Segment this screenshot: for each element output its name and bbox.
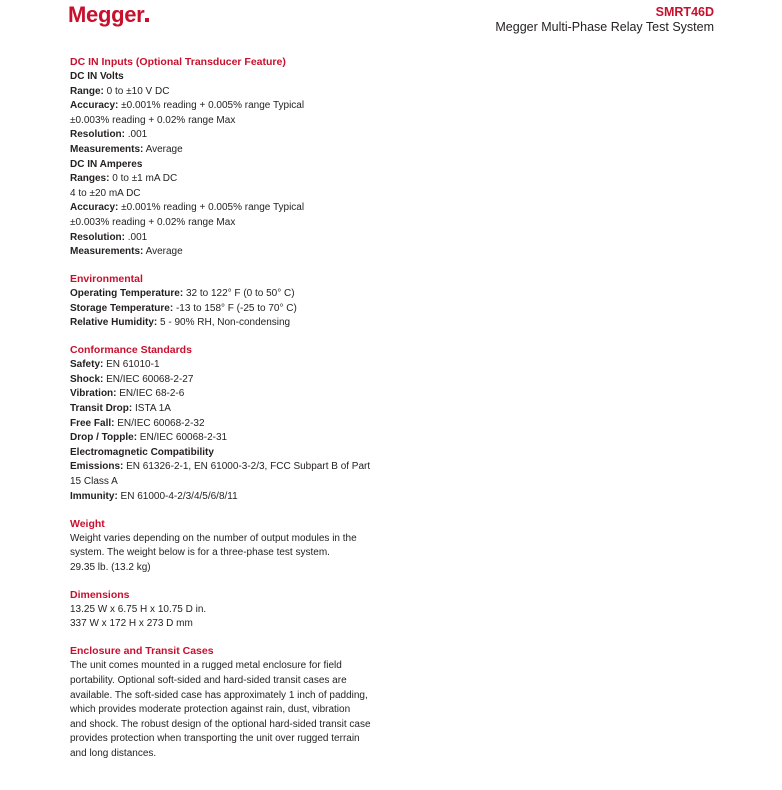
body-line: 13.25 W x 6.75 H x 10.75 D in. [70, 603, 207, 615]
megger-logo [68, 2, 149, 28]
body-line: and long distances. [70, 747, 157, 759]
logo-dot [145, 18, 149, 22]
spec-row: Operating Temperature: 32 to 122° F (0 to 50° C) [70, 288, 295, 300]
spec-row: Drop / Topple: EN/IEC 60068-2-31 [70, 432, 228, 444]
conformance-section [70, 343, 390, 504]
spec-row: Free Fall: EN/IEC 60068-2-32 [70, 417, 205, 429]
spec-row: Measurements: Average [70, 246, 183, 258]
spec-row: Vibration: EN/IEC 68-2-6 [70, 388, 185, 400]
section-title: Weight [70, 517, 105, 530]
body-line: provides protection when transporting the unit over rugged terrain [70, 733, 360, 745]
body-line: 29.35 lb. (13.2 kg) [70, 561, 151, 573]
spec-content [70, 55, 390, 774]
enclosure-section [70, 644, 390, 761]
weight-section [70, 517, 390, 576]
body-line: The unit comes mounted in a rugged metal enclosure for field [70, 660, 342, 672]
spec-row: ±0.003% reading + 0.02% range Max [70, 114, 236, 126]
body-line: portability. Optional soft-sided and hard-sided transit cases are [70, 674, 347, 686]
section-title: Conformance Standards [70, 344, 192, 357]
dimensions-section [70, 588, 390, 632]
sub-heading: DC IN Volts [70, 71, 124, 82]
spec-row: Transit Drop: ISTA 1A [70, 403, 171, 415]
spec-row: Accuracy: ±0.001% reading + 0.005% range Typical [70, 100, 305, 112]
body-line: Weight varies depending on the number of output modules in the [70, 532, 357, 544]
dc-in-section [70, 55, 390, 260]
body-line: 337 W x 172 H x 273 D mm [70, 618, 193, 630]
spec-row: Range: 0 to ±10 V DC [70, 85, 170, 97]
spec-row: 4 to ±20 mA DC [70, 187, 141, 199]
spec-row: Resolution: .001 [70, 129, 148, 141]
section-title: Environmental [70, 273, 143, 286]
spec-row: Safety: EN 61010-1 [70, 359, 160, 371]
spec-row: Accuracy: ±0.001% reading + 0.005% range Typical [70, 202, 305, 214]
spec-row: Storage Temperature: -13 to 158° F (-25 to 70° C) [70, 302, 297, 314]
spec-row: ±0.003% reading + 0.02% range Max [70, 216, 236, 228]
spec-row: Immunity: EN 61000-4-2/3/4/5/6/8/11 [70, 490, 238, 502]
spec-row: 15 Class A [70, 476, 118, 488]
body-line: which provides moderate protection against rain, dust, vibration [70, 704, 351, 716]
spec-row: Measurements: Average [70, 143, 183, 155]
section-title: DC IN Inputs (Optional Transducer Feature) [70, 56, 286, 68]
spec-row: Ranges: 0 to ±1 mA DC [70, 173, 178, 185]
body-line: system. The weight below is for a three-phase test system. [70, 547, 330, 559]
product-code: SMRT46D [655, 5, 714, 19]
body-line: and shock. The robust design of the optional hard-sided transit case [70, 718, 371, 730]
sub-heading: DC IN Amperes [70, 158, 143, 170]
document-title: Megger Multi-Phase Relay Test System [495, 20, 714, 34]
spec-row: Resolution: .001 [70, 231, 148, 243]
body-line: available. The soft-sided case has approximately 1 inch of padding, [70, 689, 368, 701]
logo-text: Megger [68, 2, 145, 27]
sub-heading: Electromagnetic Compatibility [70, 446, 214, 458]
section-title: Enclosure and Transit Cases [70, 645, 214, 658]
spec-row: Relative Humidity: 5 - 90% RH, Non-condensing [70, 317, 291, 329]
spec-row: Emissions: EN 61326-2-1, EN 61000-3-2/3, FCC Subpart B of Part [70, 461, 371, 473]
spec-row: Shock: EN/IEC 60068-2-27 [70, 373, 194, 385]
environmental-section [70, 272, 390, 331]
section-title: Dimensions [70, 588, 130, 601]
